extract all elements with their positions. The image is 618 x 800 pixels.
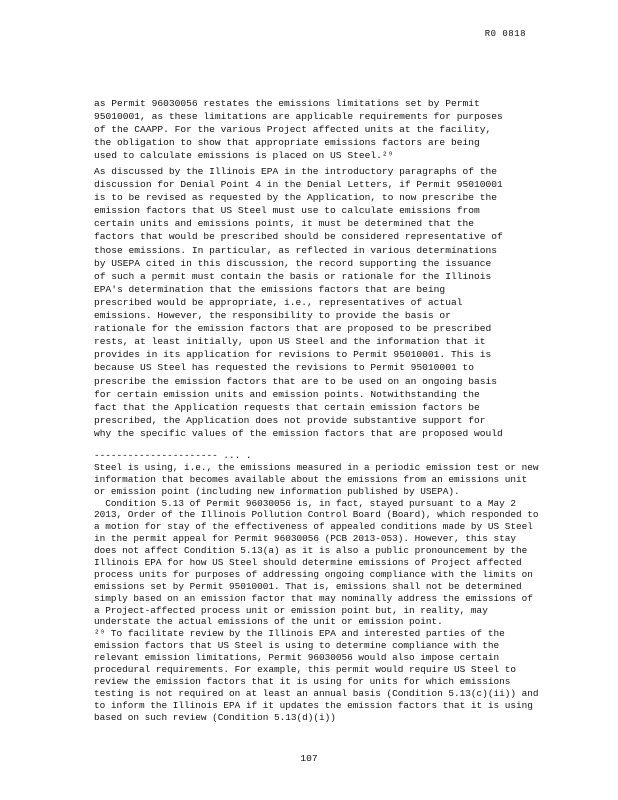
- text-line: factors that would be prescribed should be considered representative of: [94, 231, 503, 243]
- text-line: emission factors that US Steel must use to calculate emissions from: [94, 205, 480, 217]
- text-line: provides in its application for revisions to Permit 95010001. This is: [94, 349, 492, 361]
- text-line: As discussed by the Illinois EPA in the introductory paragraphs of the: [94, 166, 498, 177]
- footnote-line: does not affect Condition 5.13(a) as it is also a public pronouncement by the: [94, 545, 528, 557]
- footnote-line: simply based on an emission factor that may nominally address the emissions of: [94, 592, 533, 604]
- text-line: fact that the Application requests that certain emission factors be: [94, 401, 480, 413]
- text-line: by USEPA cited in this discussion, the record supporting the issuance: [94, 257, 492, 269]
- paragraph-2: [94, 165, 526, 440]
- footnote-line: emission factors that US Steel is using to determine compliance with the: [94, 640, 500, 652]
- footnote-line: Condition 5.13 of Permit 96030056 is, in fact, stayed pursuant to a May 2: [94, 497, 516, 509]
- text-line: the obligation to show that appropriate emissions factors are being: [94, 137, 480, 149]
- footnote-line: review the emission factors that it is using for units for which emissions: [94, 675, 511, 687]
- text-line: prescribed, the Application does not provide substantive support for: [94, 414, 486, 426]
- footnote-line: or emission point (including new information published by USEPA).: [94, 485, 460, 497]
- footnote-line: in the permit appeal for Permit 96030056 (PCB 2013-053). However, this stay: [94, 533, 516, 545]
- footnotes: [94, 450, 539, 723]
- text-line: for certain emission units and emission points. Notwithstanding the: [94, 388, 480, 400]
- text-line: discussion for Denial Point 4 in the Denial Letters, if Permit 95010001: [94, 179, 503, 191]
- text-line: rests, at least initially, upon US Steel and the information that it: [94, 336, 486, 348]
- text-line: EPA's determination that the emissions factors that are being: [94, 283, 446, 295]
- footnote-line: to inform the Illinois EPA if it updates the emission factors that it is using: [94, 699, 533, 711]
- text-line: as Permit 96030056 restates the emissions limitations set by Permit: [94, 98, 480, 109]
- text-line: of the CAAPP. For the various Project affected units at the facility,: [94, 124, 492, 136]
- footnote-line: a motion for stay of the effectiveness of appealed conditions made by US Steel: [94, 521, 533, 533]
- footnote-line: relevant emission limitations, Permit 96030056 would also impose certain: [94, 652, 500, 664]
- footnote-line: a Project-affected process unit or emission point but, in reality, may: [94, 604, 488, 616]
- footnote-line: ²⁹ To facilitate review by the Illinois EPA and interested parties of the: [94, 628, 505, 640]
- footnote-line: based on such review (Condition 5.13(d)(i)): [94, 711, 336, 723]
- paragraph-1: [94, 97, 526, 162]
- footnote-line: Steel is using, i.e., the emissions measured in a periodic emission test or new: [94, 461, 539, 473]
- text-line: emissions. However, the responsibility to provide the basis or: [94, 310, 451, 322]
- document-reference: R0 0818: [484, 29, 526, 39]
- text-line: 95010001, as these limitations are applicable requirements for purposes: [94, 111, 503, 123]
- text-line: is to be revised as requested by the Application, to now prescribe the: [94, 192, 498, 204]
- footnote-line: emissions set by Permit 95010001. That is, emissions shall not be determined: [94, 580, 522, 592]
- footnote-line: testing is not required on at least an annual basis (Condition 5.13(c)(ii)) and: [94, 687, 539, 699]
- text-line: those emissions. In particular, as reflected in various determinations: [94, 244, 498, 256]
- footnote-line: understate the actual emissions of the unit or emission point.: [94, 616, 443, 628]
- page-number: 107: [300, 753, 318, 764]
- text-line: why the specific values of the emission factors that are proposed would: [94, 427, 503, 439]
- footnote-line: information that becomes available about the emissions from an emissions unit: [94, 473, 528, 485]
- footnote-line: Illinois EPA for how US Steel should determine emissions of Project affected: [94, 557, 522, 569]
- footnote-rule: ---------------------- ... .: [94, 450, 252, 461]
- text-line: rationale for the emission factors that are proposed to be prescribed: [94, 323, 492, 335]
- text-line: certain units and emissions points, it must be determined that the: [94, 218, 474, 230]
- footnote-line: 2013, Order of the Illinois Pollution Control Board (Board), which responded to: [94, 509, 539, 521]
- text-line: because US Steel has requested the revisions to Permit 95010001 to: [94, 362, 474, 374]
- footnote-line: process units for purposes of addressing ongoing compliance with the limits on: [94, 568, 533, 580]
- text-line: of such a permit must contain the basis or rationale for the Illinois: [94, 270, 492, 282]
- text-line: prescribe the emission factors that are to be used on an ongoing basis: [94, 375, 498, 387]
- text-line: used to calculate emissions is placed on US Steel.²⁹: [94, 150, 394, 162]
- footnote-line: procedural requirements. For example, this permit would require US Steel to: [94, 664, 516, 676]
- text-line: prescribed would be appropriate, i.e., representatives of actual: [94, 296, 463, 308]
